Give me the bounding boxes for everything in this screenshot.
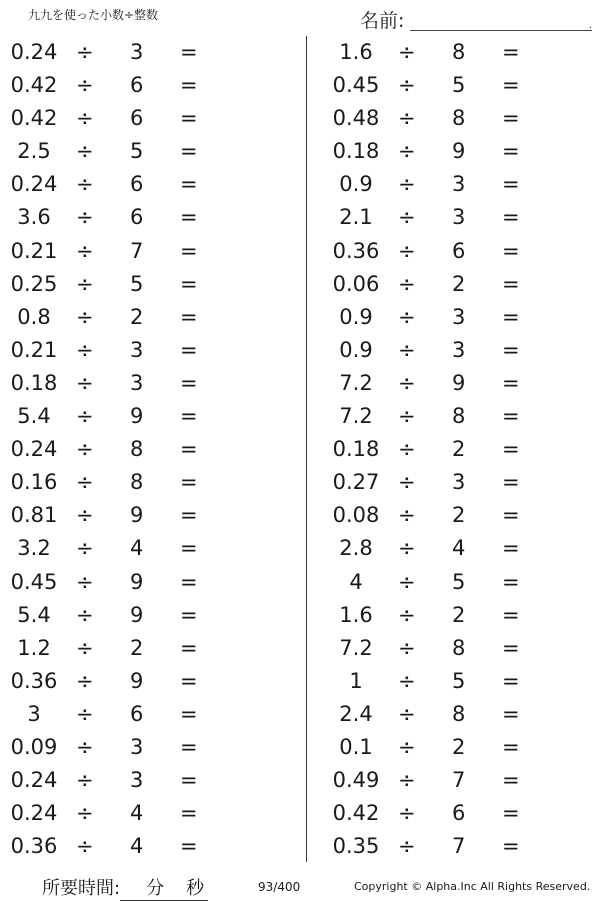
dividend: 0.18	[332, 437, 380, 462]
problem-row	[0, 499, 260, 532]
divide-sign: ÷	[76, 536, 94, 561]
problem-row	[322, 698, 582, 731]
dividend: 0.18	[10, 370, 58, 395]
dividend: 0.1	[339, 734, 373, 759]
equals-sign: =	[502, 536, 520, 561]
divisor: 4	[130, 834, 144, 859]
copyright-notice: Copyright © Alpha.Inc All Rights Reserved.	[354, 880, 591, 893]
dividend: 2.5	[17, 139, 51, 164]
equals-sign: =	[180, 768, 198, 793]
divisor: 3	[130, 370, 144, 395]
divide-sign: ÷	[76, 40, 94, 64]
dividend: 0.81	[10, 503, 58, 528]
dividend: 0.45	[332, 73, 380, 98]
divide-sign: ÷	[398, 40, 416, 64]
divisor: 2	[130, 304, 144, 329]
dividend: 0.16	[10, 470, 58, 495]
equals-sign: =	[180, 635, 198, 660]
worksheet-title: 九九を使った小数÷整数	[28, 8, 159, 22]
dividend: 7.2	[339, 635, 373, 660]
divide-sign: ÷	[398, 701, 416, 726]
equals-sign: =	[502, 734, 520, 759]
divisor: 8	[130, 470, 144, 495]
problem-row	[322, 102, 582, 135]
divide-sign: ÷	[398, 73, 416, 98]
problem-row	[0, 731, 260, 764]
dividend: 0.24	[10, 172, 58, 197]
divisor: 2	[452, 734, 466, 759]
divisor: 3	[452, 337, 466, 362]
divide-sign: ÷	[398, 238, 416, 263]
dividend: 0.24	[10, 768, 58, 793]
problem-row	[0, 532, 260, 565]
equals-sign: =	[502, 404, 520, 429]
divisor: 4	[130, 801, 144, 826]
equals-sign: =	[180, 801, 198, 826]
equals-sign: =	[180, 569, 198, 594]
problem-row	[322, 466, 582, 499]
divisor: 6	[130, 106, 144, 131]
divide-sign: ÷	[398, 834, 416, 859]
problem-row	[0, 36, 260, 69]
dividend: 0.42	[332, 801, 380, 826]
equals-sign: =	[180, 668, 198, 693]
problem-row	[322, 135, 582, 168]
divide-sign: ÷	[76, 370, 94, 395]
problem-row	[322, 665, 582, 698]
dividend: 0.21	[10, 238, 58, 263]
problem-row	[322, 367, 582, 400]
equals-sign: =	[180, 73, 198, 98]
divide-sign: ÷	[398, 635, 416, 660]
divide-sign: ÷	[398, 536, 416, 561]
column-divider	[306, 36, 307, 862]
equals-sign: =	[180, 337, 198, 362]
equals-sign: =	[502, 569, 520, 594]
equals-sign: =	[502, 602, 520, 627]
divide-sign: ÷	[76, 834, 94, 859]
problem-row	[322, 268, 582, 301]
divide-sign: ÷	[76, 337, 94, 362]
divide-sign: ÷	[76, 304, 94, 329]
divisor: 3	[452, 205, 466, 230]
dividend: 2.1	[339, 205, 373, 230]
divide-sign: ÷	[398, 768, 416, 793]
divisor: 3	[130, 40, 144, 64]
divisor: 8	[452, 701, 466, 726]
dividend: 2.4	[339, 701, 373, 726]
dividend: 0.24	[10, 437, 58, 462]
problem-row	[322, 433, 582, 466]
name-label: 名前:	[360, 10, 405, 32]
equals-sign: =	[502, 635, 520, 660]
time-entry[interactable]	[120, 874, 208, 901]
dividend: 3	[27, 701, 41, 726]
dividend: 3.2	[17, 536, 51, 561]
problem-row	[322, 201, 582, 234]
equals-sign: =	[502, 205, 520, 230]
dividend: 0.49	[332, 768, 380, 793]
divide-sign: ÷	[398, 801, 416, 826]
divide-sign: ÷	[76, 139, 94, 164]
divisor: 2	[452, 437, 466, 462]
divide-sign: ÷	[398, 337, 416, 362]
divide-sign: ÷	[76, 768, 94, 793]
problem-row	[322, 797, 582, 830]
equals-sign: =	[502, 437, 520, 462]
seconds-label: 秒	[186, 878, 205, 899]
divisor: 7	[452, 768, 466, 793]
equals-sign: =	[502, 768, 520, 793]
dividend: 0.09	[10, 734, 58, 759]
divide-sign: ÷	[398, 470, 416, 495]
problem-row	[0, 797, 260, 830]
divisor: 9	[130, 602, 144, 627]
problem-row	[0, 168, 260, 201]
divisor: 3	[130, 734, 144, 759]
dividend: 0.24	[10, 40, 58, 64]
divide-sign: ÷	[398, 139, 416, 164]
divide-sign: ÷	[76, 701, 94, 726]
equals-sign: =	[180, 470, 198, 495]
dividend: 0.9	[339, 337, 373, 362]
problem-row	[0, 69, 260, 102]
divide-sign: ÷	[398, 602, 416, 627]
equals-sign: =	[180, 304, 198, 329]
equals-sign: =	[502, 238, 520, 263]
divide-sign: ÷	[398, 106, 416, 131]
problem-row	[0, 566, 260, 599]
problem-row	[0, 764, 260, 797]
minutes-label: 分	[146, 878, 165, 899]
equals-sign: =	[180, 404, 198, 429]
equals-sign: =	[502, 503, 520, 528]
problem-row	[0, 301, 260, 334]
problem-row	[322, 599, 582, 632]
divide-sign: ÷	[76, 801, 94, 826]
dividend: 0.9	[339, 172, 373, 197]
dividend: 3.6	[17, 205, 51, 230]
divide-sign: ÷	[76, 470, 94, 495]
equals-sign: =	[502, 370, 520, 395]
divide-sign: ÷	[398, 404, 416, 429]
divide-sign: ÷	[76, 602, 94, 627]
equals-sign: =	[502, 668, 520, 693]
divisor: 2	[452, 602, 466, 627]
problem-row	[322, 830, 582, 863]
problem-row	[0, 632, 260, 665]
divisor: 8	[452, 106, 466, 131]
divisor: 6	[452, 801, 466, 826]
equals-sign: =	[502, 73, 520, 98]
name-end-dot: .	[588, 20, 592, 31]
divisor: 5	[130, 139, 144, 164]
divide-sign: ÷	[398, 437, 416, 462]
divisor: 5	[452, 569, 466, 594]
divisor: 2	[452, 271, 466, 296]
divisor: 2	[130, 635, 144, 660]
equals-sign: =	[180, 172, 198, 197]
divisor: 4	[130, 536, 144, 561]
divide-sign: ÷	[398, 370, 416, 395]
divide-sign: ÷	[398, 172, 416, 197]
divisor: 4	[452, 536, 466, 561]
problem-row	[0, 433, 260, 466]
divisor: 9	[130, 404, 144, 429]
equals-sign: =	[180, 602, 198, 627]
problem-row	[0, 599, 260, 632]
divide-sign: ÷	[398, 734, 416, 759]
dividend: 0.8	[17, 304, 51, 329]
divide-sign: ÷	[76, 73, 94, 98]
divisor: 9	[130, 503, 144, 528]
divisor: 6	[452, 238, 466, 263]
divide-sign: ÷	[398, 304, 416, 329]
equals-sign: =	[180, 106, 198, 131]
problem-row	[322, 168, 582, 201]
divide-sign: ÷	[76, 172, 94, 197]
dividend: 0.48	[332, 106, 380, 131]
divide-sign: ÷	[398, 503, 416, 528]
divisor: 5	[452, 73, 466, 98]
dividend: 1	[349, 668, 363, 693]
dividend: 0.35	[332, 834, 380, 859]
problem-row	[322, 400, 582, 433]
divisor: 6	[130, 172, 144, 197]
divisor: 7	[452, 834, 466, 859]
equals-sign: =	[180, 40, 198, 64]
problem-row	[0, 367, 260, 400]
divisor: 6	[130, 701, 144, 726]
equals-sign: =	[180, 734, 198, 759]
divide-sign: ÷	[76, 569, 94, 594]
equals-sign: =	[180, 139, 198, 164]
equals-sign: =	[180, 701, 198, 726]
name-field[interactable]	[360, 6, 592, 32]
divisor: 8	[452, 40, 466, 64]
dividend: 0.9	[339, 304, 373, 329]
problem-row	[0, 201, 260, 234]
equals-sign: =	[180, 238, 198, 263]
dividend: 0.25	[10, 271, 58, 296]
equals-sign: =	[502, 470, 520, 495]
equals-sign: =	[502, 40, 520, 64]
divide-sign: ÷	[76, 106, 94, 131]
divide-sign: ÷	[76, 238, 94, 263]
equals-sign: =	[502, 271, 520, 296]
divisor: 7	[130, 238, 144, 263]
problem-row	[322, 69, 582, 102]
divide-sign: ÷	[76, 635, 94, 660]
divide-sign: ÷	[398, 569, 416, 594]
problem-row	[0, 135, 260, 168]
dividend: 5.4	[17, 404, 51, 429]
dividend: 0.27	[332, 470, 380, 495]
dividend: 0.42	[10, 106, 58, 131]
problem-column-right	[322, 36, 582, 863]
divide-sign: ÷	[398, 205, 416, 230]
divide-sign: ÷	[398, 271, 416, 296]
dividend: 4	[349, 569, 363, 594]
equals-sign: =	[180, 834, 198, 859]
problem-row	[322, 532, 582, 565]
dividend: 0.21	[10, 337, 58, 362]
divisor: 8	[452, 404, 466, 429]
divisor: 3	[130, 337, 144, 362]
problem-row	[0, 830, 260, 863]
divisor: 6	[130, 205, 144, 230]
divisor: 9	[130, 668, 144, 693]
problem-row	[322, 632, 582, 665]
dividend: 1.2	[17, 635, 51, 660]
dividend: 0.06	[332, 271, 380, 296]
divisor: 3	[452, 470, 466, 495]
divisor: 9	[452, 370, 466, 395]
equals-sign: =	[502, 172, 520, 197]
equals-sign: =	[502, 106, 520, 131]
problem-row	[322, 499, 582, 532]
problem-row	[0, 665, 260, 698]
problem-row	[322, 301, 582, 334]
divisor: 3	[452, 304, 466, 329]
divisor: 2	[452, 503, 466, 528]
equals-sign: =	[502, 834, 520, 859]
divisor: 3	[130, 768, 144, 793]
problem-row	[0, 698, 260, 731]
equals-sign: =	[502, 304, 520, 329]
equals-sign: =	[180, 370, 198, 395]
name-underline	[410, 30, 592, 31]
divide-sign: ÷	[76, 205, 94, 230]
equals-sign: =	[502, 701, 520, 726]
equals-sign: =	[180, 536, 198, 561]
equals-sign: =	[180, 437, 198, 462]
equals-sign: =	[180, 271, 198, 296]
dividend: 0.18	[332, 139, 380, 164]
divide-sign: ÷	[76, 271, 94, 296]
time-label: 所要時間:	[42, 878, 121, 899]
divisor: 5	[130, 271, 144, 296]
problem-row	[0, 466, 260, 499]
divide-sign: ÷	[76, 437, 94, 462]
dividend: 0.45	[10, 569, 58, 594]
divisor: 3	[452, 172, 466, 197]
divisor: 9	[452, 139, 466, 164]
divide-sign: ÷	[76, 404, 94, 429]
dividend: 0.24	[10, 801, 58, 826]
problem-row	[0, 334, 260, 367]
divide-sign: ÷	[398, 668, 416, 693]
dividend: 2.8	[339, 536, 373, 561]
divisor: 8	[452, 635, 466, 660]
equals-sign: =	[502, 139, 520, 164]
dividend: 0.36	[332, 238, 380, 263]
time-required	[42, 874, 208, 901]
problem-row	[322, 36, 582, 69]
divisor: 6	[130, 73, 144, 98]
divisor: 9	[130, 569, 144, 594]
equals-sign: =	[180, 205, 198, 230]
dividend: 1.6	[339, 602, 373, 627]
divide-sign: ÷	[76, 503, 94, 528]
equals-sign: =	[502, 801, 520, 826]
dividend: 7.2	[339, 370, 373, 395]
problem-row	[0, 235, 260, 268]
problem-column-left	[0, 36, 260, 863]
dividend: 0.36	[10, 668, 58, 693]
page-number: 93/400	[258, 880, 301, 894]
dividend: 0.42	[10, 73, 58, 98]
dividend: 7.2	[339, 404, 373, 429]
equals-sign: =	[502, 337, 520, 362]
problem-row	[0, 102, 260, 135]
equals-sign: =	[180, 503, 198, 528]
divisor: 8	[130, 437, 144, 462]
divide-sign: ÷	[76, 668, 94, 693]
problem-row	[322, 235, 582, 268]
dividend: 5.4	[17, 602, 51, 627]
problem-row	[322, 566, 582, 599]
dividend: 0.08	[332, 503, 380, 528]
problem-row	[322, 731, 582, 764]
problem-row	[322, 764, 582, 797]
problem-row	[322, 334, 582, 367]
problem-row	[0, 268, 260, 301]
divide-sign: ÷	[76, 734, 94, 759]
divisor: 5	[452, 668, 466, 693]
dividend: 0.36	[10, 834, 58, 859]
dividend: 1.6	[339, 40, 373, 64]
problem-row	[0, 400, 260, 433]
